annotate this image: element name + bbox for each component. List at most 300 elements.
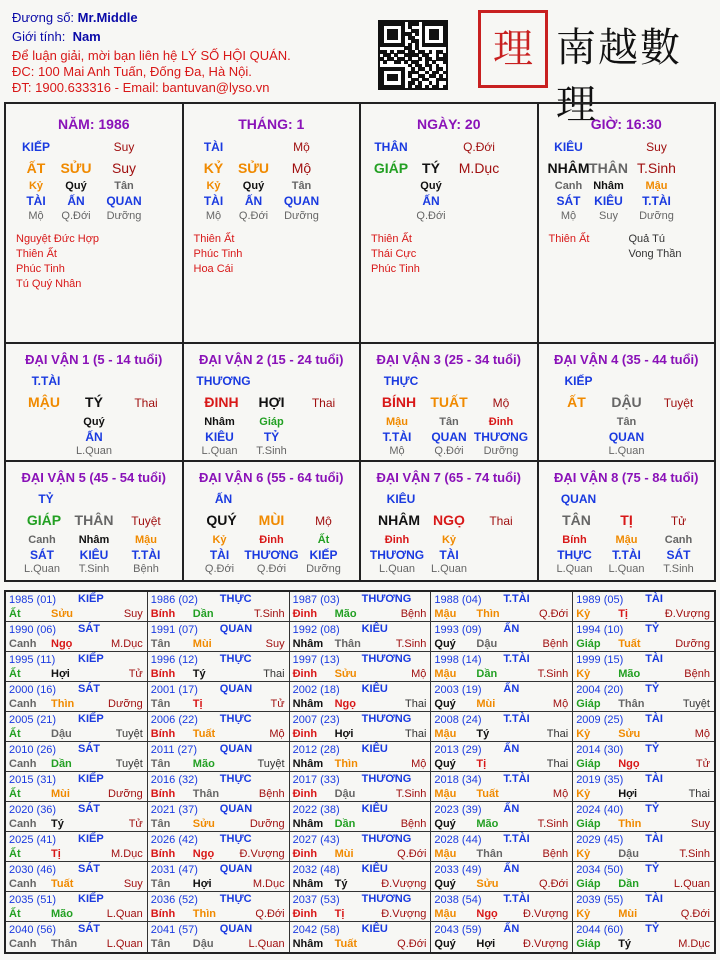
year-state: Mộ: [269, 728, 285, 740]
year-state: M.Dục: [111, 848, 143, 860]
year-chi: Mão: [334, 608, 357, 620]
year-god: SÁT: [78, 623, 100, 635]
year-label: 2007 (23): [292, 714, 340, 726]
star-1: Thái Cực: [371, 248, 417, 260]
year-state: L.Quan: [248, 938, 285, 950]
year-can: Ất: [9, 728, 21, 740]
dai-van-god: TỶ: [38, 492, 54, 506]
year-state: M.Dục: [252, 878, 285, 890]
year-can: Ất: [9, 848, 21, 860]
year-label: 2001 (17): [150, 684, 198, 696]
year-label: 2025 (41): [9, 834, 57, 846]
year-state: T.Sinh: [537, 668, 569, 680]
year-state: Tử: [128, 668, 143, 680]
year-cell: [290, 652, 432, 681]
star-1: Phúc Tinh: [193, 248, 243, 260]
dai-van-hidden-0: Mậu: [386, 416, 408, 428]
year-cell: [148, 592, 290, 621]
dai-van-state: Tử: [670, 514, 687, 528]
dai-van-chi: DẬU: [611, 394, 642, 410]
year-god: QUAN: [219, 803, 253, 815]
pillar-r5-1: Q.Đới: [61, 210, 91, 222]
seal-glyph: 理: [493, 26, 533, 72]
year-cell: [431, 592, 573, 621]
year-cell: [6, 652, 148, 681]
year-chi: Dậu: [476, 638, 498, 650]
dai-van-hidden-state-2: Bệnh: [133, 563, 159, 575]
year-state: Thai: [263, 668, 285, 680]
year-row: [6, 802, 714, 832]
year-label: 2029 (45): [576, 834, 624, 846]
year-can: Kỷ: [576, 908, 591, 920]
dai-van-hidden-god-0: THỰC: [557, 548, 592, 562]
year-cell: [573, 832, 714, 861]
dai-van-hidden-god-1: TỶ: [263, 430, 280, 444]
year-cell: [431, 802, 573, 831]
year-can: Canh: [9, 878, 37, 890]
dai-van-hidden-0: Nhâm: [204, 416, 235, 428]
dai-van-hidden-2: Đinh: [488, 416, 514, 428]
dai-van-hidden-state-1: L.Quan: [608, 563, 645, 575]
dai-van-8: [539, 462, 715, 580]
year-god: ẤN: [503, 683, 520, 695]
year-state: Mộ: [694, 728, 710, 740]
dai-van-hidden-god-0: KIÊU: [205, 430, 234, 444]
dai-van-chi: NGỌ: [433, 512, 465, 528]
pillar-r2-2: Mộ: [291, 160, 312, 176]
dai-van-hidden-state-0: L.Quan: [201, 445, 238, 457]
star-0: Thiên Ất: [193, 233, 235, 245]
pillar-r2-0: ẤT: [26, 160, 46, 176]
year-cell: [431, 622, 573, 651]
dai-van-state: Thai: [489, 514, 513, 528]
pillar-r5-1: Suy: [599, 210, 618, 222]
year-can: Bính: [150, 848, 176, 860]
star-0: Nguyệt Đức Hợp: [16, 233, 100, 245]
year-label: 1989 (05): [576, 594, 624, 606]
pillar-r3-1: Quý: [65, 180, 87, 192]
dai-van-hidden-2: Canh: [664, 534, 693, 546]
year-chi: Tý: [192, 668, 206, 680]
year-cell: [290, 712, 432, 741]
year-cell: [290, 682, 432, 711]
year-state: Thai: [688, 788, 710, 800]
year-god: SÁT: [78, 863, 100, 875]
qr-code: [378, 20, 448, 90]
pillar-title: NĂM: 1986: [57, 116, 130, 132]
dai-van-hidden-state-0: Mộ: [389, 445, 405, 457]
year-cell: [573, 682, 714, 711]
dai-van-can: ĐINH: [204, 394, 239, 410]
year-label: 1991 (07): [150, 624, 198, 636]
pillar-r4-1: KIÊU: [594, 194, 623, 208]
dai-van-can: QUÝ: [206, 512, 237, 528]
year-label: 1986 (02): [150, 594, 198, 606]
year-state: Q.Đới: [397, 938, 427, 950]
year-state: M.Dục: [111, 638, 143, 650]
pillar-r2-1: SỬU: [237, 160, 270, 176]
dai-van-can: GIÁP: [26, 512, 62, 528]
year-chi: Thìn: [618, 818, 642, 830]
year-god: T.TÀI: [503, 773, 530, 785]
year-god: THỰC: [219, 833, 252, 845]
year-label: 2033 (49): [434, 864, 482, 876]
year-god: TÀI: [645, 653, 663, 665]
year-god: KIÊU: [361, 623, 388, 635]
year-chi: Ngọ: [476, 908, 498, 920]
pillar-r1-0: KIẾP: [21, 140, 50, 154]
pillar-r2-2: T.Sinh: [637, 160, 676, 176]
year-row: [6, 862, 714, 892]
year-can: Giáp: [576, 878, 601, 890]
year-chi: Hợi: [334, 728, 354, 740]
year-label: 2006 (22): [150, 714, 198, 726]
year-god: KIÊU: [361, 863, 388, 875]
year-god: THƯƠNG: [361, 773, 412, 785]
year-state: Tử: [128, 818, 143, 830]
year-table: [4, 590, 716, 954]
pillar-r2-0: NHÂM: [547, 160, 590, 176]
year-chi: Tuất: [476, 788, 499, 800]
dai-van-state: Mộ: [315, 514, 332, 528]
year-state: Tử: [695, 758, 710, 770]
year-cell: [573, 922, 714, 952]
year-label: 1990 (06): [9, 624, 57, 636]
pillar-r3-0: Kỷ: [206, 180, 221, 192]
year-label: 2022 (38): [292, 804, 340, 816]
dai-van-1: [6, 344, 184, 460]
year-can: Mậu: [434, 848, 457, 860]
year-can: Giáp: [576, 818, 601, 830]
year-state: Q.Đới: [397, 848, 427, 860]
dai-van-hidden-state-2: T.Sinh: [663, 563, 694, 575]
year-cell: [148, 862, 290, 891]
pillar-r5-2: Dưỡng: [106, 210, 142, 222]
phone-email-line: ĐT: 1900.633316 - Email: bantuvan@lyso.vn: [12, 80, 270, 95]
year-god: ẤN: [503, 743, 520, 755]
dai-van-title: ĐẠI VẬN 6 (55 - 64 tuổi): [199, 470, 344, 485]
pillar-title: THÁNG: 1: [238, 116, 305, 132]
year-can: Kỷ: [576, 848, 591, 860]
year-label: 1998 (14): [434, 654, 482, 666]
year-chi: Mão: [618, 668, 641, 680]
year-chi: Dần: [476, 668, 498, 680]
year-can: Giáp: [576, 938, 601, 950]
year-can: Quý: [434, 638, 456, 650]
dai-van-title: ĐẠI VẬN 4 (35 - 44 tuổi): [554, 352, 699, 367]
pillar-r3-1: Quý: [242, 180, 265, 192]
dai-van-god: ẤN: [214, 492, 233, 506]
year-chi: Dậu: [192, 938, 214, 950]
star-3: Tú Quý Nhân: [16, 278, 82, 290]
year-label: 2000 (16): [9, 684, 57, 696]
dai-van-god: KIÊU: [386, 492, 416, 506]
year-state: T.Sinh: [537, 818, 569, 830]
year-god: KIẾP: [78, 833, 104, 845]
pillar-stars: [549, 232, 590, 247]
year-row: [6, 922, 714, 952]
year-god: THƯƠNG: [361, 593, 412, 605]
year-can: Đinh: [292, 668, 318, 680]
dai-van-god: KIẾP: [564, 374, 593, 388]
year-state: L.Quan: [106, 938, 143, 950]
year-chi: Mùi: [334, 848, 354, 860]
year-cell: [148, 922, 290, 952]
year-state: L.Quan: [106, 908, 143, 920]
year-cell: [573, 712, 714, 741]
year-cell: [431, 682, 573, 711]
year-label: 2041 (57): [150, 924, 198, 936]
year-chi: Tý: [476, 728, 490, 740]
year-label: 2031 (47): [150, 864, 198, 876]
year-cell: [290, 592, 432, 621]
year-god: THỰC: [219, 893, 252, 905]
dai-van-hidden-god-0: TÀI: [209, 548, 230, 562]
pillar-r4-1: ẤN: [67, 194, 85, 208]
year-cell: [573, 892, 714, 921]
dai-van-hidden-1: Kỷ: [441, 534, 457, 546]
dai-van-hidden-god-1: QUAN: [608, 430, 645, 444]
year-can: Canh: [9, 638, 37, 650]
pillar-r2-2: Suy: [111, 160, 137, 176]
year-cell: [6, 622, 148, 651]
year-state: Đ.Vượng: [523, 938, 569, 950]
pillar-r4-2: QUAN: [283, 194, 320, 208]
year-chi: Mùi: [618, 908, 638, 920]
dai-van-hidden-god-2: KIẾP: [309, 548, 338, 562]
year-state: Bệnh: [542, 638, 569, 650]
dai-van-can: ẤT: [567, 394, 586, 410]
year-state: Mộ: [552, 698, 569, 710]
dai-van-hidden-1: Quý: [83, 416, 105, 428]
pillar-r3-0: Kỷ: [28, 180, 44, 192]
year-state: Mộ: [411, 758, 427, 770]
year-can: Giáp: [576, 638, 601, 650]
dai-van-hidden-state-1: L.Quan: [608, 445, 645, 457]
dai-van-can: NHÂM: [378, 512, 420, 528]
pillar-r1-2: Q.Đới: [463, 140, 495, 154]
dai-van-3: [361, 344, 539, 460]
year-chi: Ngọ: [618, 758, 640, 770]
year-state: Dưỡng: [249, 818, 285, 830]
year-god: KIÊU: [361, 923, 388, 935]
pillar-r4-2: T.TÀI: [642, 194, 671, 208]
year-state: Mộ: [411, 668, 427, 680]
year-can: Ất: [9, 608, 21, 620]
year-can: Canh: [9, 818, 37, 830]
year-state: Tuyệt: [682, 698, 710, 710]
year-god: THƯƠNG: [361, 893, 412, 905]
year-cell: [6, 742, 148, 771]
year-chi: Ngọ: [334, 698, 356, 710]
year-cell: [573, 652, 714, 681]
year-state: Bệnh: [684, 668, 710, 680]
year-can: Nhâm: [292, 638, 324, 650]
year-chi: Tị: [618, 608, 628, 620]
year-cell: [6, 682, 148, 711]
year-state: Bệnh: [400, 608, 427, 620]
year-state: T.Sinh: [395, 788, 427, 800]
year-state: Đ.Vượng: [381, 908, 427, 920]
dai-van-hidden-0: Bính: [562, 534, 587, 546]
year-can: Bính: [150, 728, 176, 740]
year-label: 2021 (37): [150, 804, 198, 816]
year-label: 2043 (59): [434, 924, 482, 936]
year-god: ẤN: [503, 623, 520, 635]
pillar-r4-1: ẤN: [244, 194, 263, 208]
dai-van-state: Tuyệt: [663, 396, 694, 410]
year-chi: Sửu: [192, 818, 215, 830]
year-chi: Dần: [618, 878, 639, 890]
year-god: QUAN: [219, 863, 253, 875]
dai-van-title: ĐẠI VẬN 7 (65 - 74 tuổi): [376, 470, 521, 485]
year-state: Dưỡng: [675, 638, 710, 650]
dai-van-chi: MÙI: [258, 512, 285, 528]
pillar-r2-2: M.Dục: [458, 160, 500, 176]
year-chi: Thân: [618, 698, 645, 710]
year-cell: [148, 832, 290, 861]
year-god: ẤN: [503, 863, 520, 875]
year-state: Thai: [404, 698, 427, 710]
year-can: Nhâm: [292, 818, 324, 830]
pillar-r2-0: KỶ: [203, 160, 224, 176]
year-cell: [431, 742, 573, 771]
year-chi: Dậu: [618, 848, 639, 860]
year-chi: Dần: [51, 758, 72, 770]
dai-van-hidden-1: Tân: [439, 416, 459, 428]
year-god: SÁT: [78, 743, 100, 755]
year-label: 2003 (19): [434, 684, 482, 696]
dai-van-title: ĐẠI VẬN 5 (45 - 54 tuổi): [21, 470, 166, 485]
dai-van-title: ĐẠI VẬN 8 (75 - 84 tuổi): [554, 470, 699, 485]
dai-van-hidden-state-2: Dưỡng: [306, 563, 341, 575]
year-god: KIẾP: [78, 653, 104, 665]
dai-van-god: QUAN: [560, 492, 597, 506]
year-god: T.TÀI: [503, 893, 530, 905]
dai-van-hidden-god-1: TÀI: [439, 548, 459, 562]
pillar-2: [361, 104, 539, 342]
year-row: [6, 622, 714, 652]
year-chi: Thìn: [476, 608, 500, 620]
year-god: SÁT: [78, 683, 100, 695]
year-can: Nhâm: [292, 938, 324, 950]
year-label: 1988 (04): [434, 594, 482, 606]
year-cell: [573, 862, 714, 891]
year-can: Tân: [150, 878, 171, 890]
contact-line: Để luận giải, mời bạn liên hệ LÝ SỐ HỘI QUÁN.: [12, 48, 291, 63]
year-can: Canh: [9, 938, 37, 950]
year-cell: [148, 622, 290, 651]
year-can: Kỷ: [576, 728, 591, 740]
dai-van-hidden-state-1: T.Sinh: [256, 445, 287, 457]
year-cell: [6, 592, 148, 621]
year-can: Bính: [150, 668, 176, 680]
year-state: Đ.Vượng: [664, 608, 710, 620]
dai-van-chi: TÝ: [85, 394, 103, 410]
year-row: [6, 772, 714, 802]
year-state: Tuyệt: [115, 758, 143, 770]
dai-van-chi: TỊ: [620, 512, 633, 528]
year-label: 2032 (48): [292, 864, 340, 876]
dai-van-row-1: [6, 344, 714, 462]
star-2: Hoa Cái: [193, 263, 234, 275]
year-chi: Thân: [334, 638, 361, 650]
dai-van-hidden-god-1: THƯƠNG: [244, 548, 299, 562]
year-can: Giáp: [576, 758, 601, 770]
year-god: KIÊU: [361, 743, 388, 755]
year-can: Mậu: [434, 788, 457, 800]
year-cell: [573, 622, 714, 651]
year-cell: [6, 712, 148, 741]
year-can: Nhâm: [292, 698, 324, 710]
dai-van-hidden-god-2: SÁT: [666, 548, 691, 562]
star-right-0: Quả Tú: [628, 233, 665, 245]
year-label: 2016 (32): [150, 774, 198, 786]
year-cell: [431, 892, 573, 921]
year-label: 1992 (08): [292, 624, 340, 636]
pillar-r5-1: Q.Đới: [238, 210, 269, 222]
dai-van-hidden-1: Tân: [616, 416, 637, 428]
chart-grid: [4, 102, 716, 582]
year-state: Q.Đới: [255, 908, 285, 920]
dai-van-4: [539, 344, 715, 460]
year-label: 2009 (25): [576, 714, 624, 726]
dai-van-6: [184, 462, 362, 580]
pillar-r5-0: Mộ: [205, 210, 222, 222]
year-cell: [431, 832, 573, 861]
year-god: TÀI: [645, 713, 663, 725]
dai-van-hidden-0: Canh: [28, 534, 56, 546]
year-chi: Tị: [192, 698, 203, 710]
year-god: TÀI: [645, 893, 663, 905]
year-can: Tân: [150, 758, 171, 770]
year-can: Tân: [150, 818, 171, 830]
year-god: KIẾP: [78, 893, 104, 905]
year-god: QUAN: [219, 923, 253, 935]
pillar-r4-0: TÀI: [203, 194, 224, 208]
year-cell: [290, 892, 432, 921]
year-god: ẤN: [503, 803, 520, 815]
year-can: Canh: [9, 758, 37, 770]
dai-van-chi: TUẤT: [430, 394, 468, 410]
star-2: Phúc Tinh: [16, 263, 65, 275]
year-god: KIẾP: [78, 593, 104, 605]
year-can: Quý: [434, 698, 456, 710]
year-god: T.TÀI: [503, 833, 530, 845]
pillar-1: [184, 104, 362, 342]
dai-van-can: TÂN: [562, 512, 591, 528]
year-label: 2039 (55): [576, 894, 624, 906]
year-cell: [290, 742, 432, 771]
address-line: ĐC: 100 Mai Anh Tuấn, Đống Đa, Hà Nội.: [12, 64, 252, 79]
year-label: 2013 (29): [434, 744, 482, 756]
pillar-r1-2: Suy: [113, 140, 135, 154]
year-chi: Mão: [51, 908, 73, 920]
year-row: [6, 682, 714, 712]
year-god: TÀI: [645, 593, 663, 605]
year-god: THỰC: [219, 713, 252, 725]
pillar-row: [6, 104, 714, 344]
year-can: Ất: [9, 668, 21, 680]
year-chi: Dậu: [51, 728, 72, 740]
year-label: 2040 (56): [9, 924, 57, 936]
year-label: 2035 (51): [9, 894, 57, 906]
year-label: 2036 (52): [150, 894, 198, 906]
year-chi: Sửu: [476, 878, 499, 890]
dai-van-state: Thai: [311, 396, 336, 410]
year-god: T.TÀI: [503, 653, 530, 665]
pillar-r1-0: KIÊU: [554, 140, 583, 154]
